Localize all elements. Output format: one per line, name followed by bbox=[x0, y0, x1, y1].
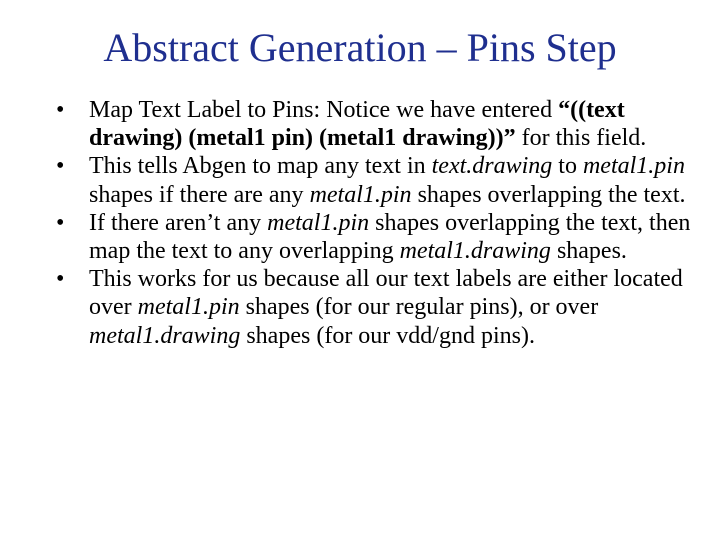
text-run-italic: metal1.pin bbox=[309, 181, 412, 208]
bullet-text bbox=[89, 266, 683, 348]
bullet-marker: • bbox=[56, 266, 65, 293]
text-run: shapes (for our vdd/gnd pins). bbox=[240, 322, 535, 349]
text-run-italic: metal1.pin bbox=[267, 209, 370, 236]
bullet-text bbox=[89, 97, 646, 151]
text-run: shapes overlapping the text, then map the text to any overlapping bbox=[89, 209, 691, 265]
text-run: This works for us because all our text labels are either located over bbox=[89, 266, 683, 321]
bullet-marker: • bbox=[56, 153, 65, 180]
text-run: to bbox=[552, 153, 583, 180]
text-run-italic: metal1.pin bbox=[582, 153, 685, 180]
text-run-italic: text.drawing bbox=[431, 153, 553, 180]
text-run: shapes (for our regular pins), or over bbox=[239, 294, 599, 321]
bullet-marker: • bbox=[56, 97, 65, 123]
bullet-text bbox=[89, 210, 690, 264]
text-run: This tells Abgen to map any text in bbox=[89, 153, 432, 180]
text-run: If there aren’t any bbox=[89, 209, 268, 236]
text-run-italic: metal1.drawing bbox=[399, 238, 551, 265]
text-run-italic: metal1.drawing bbox=[89, 322, 241, 349]
bullet-item-3 bbox=[56, 209, 696, 265]
text-run: shapes if there are any bbox=[89, 181, 310, 208]
slide-title: Abstract Generation – Pins Step bbox=[103, 25, 617, 70]
text-run-italic: metal1.pin bbox=[137, 294, 240, 321]
bullet-item-4 bbox=[56, 265, 696, 350]
text-run: shapes. bbox=[550, 238, 627, 265]
text-run: shapes overlapping the text. bbox=[411, 181, 686, 208]
bullet-list bbox=[56, 96, 696, 350]
bullet-item-1 bbox=[56, 96, 696, 152]
bullet-text bbox=[89, 153, 686, 207]
text-run: Map Text Label to Pins: Notice we have entered bbox=[89, 97, 559, 123]
text-run-bold: “((text drawing) (metal1 pin) (metal1 drawing))” bbox=[89, 97, 625, 152]
bullet-item-2 bbox=[56, 152, 696, 208]
text-run: for this field. bbox=[515, 125, 647, 152]
bullet-marker: • bbox=[56, 209, 65, 236]
